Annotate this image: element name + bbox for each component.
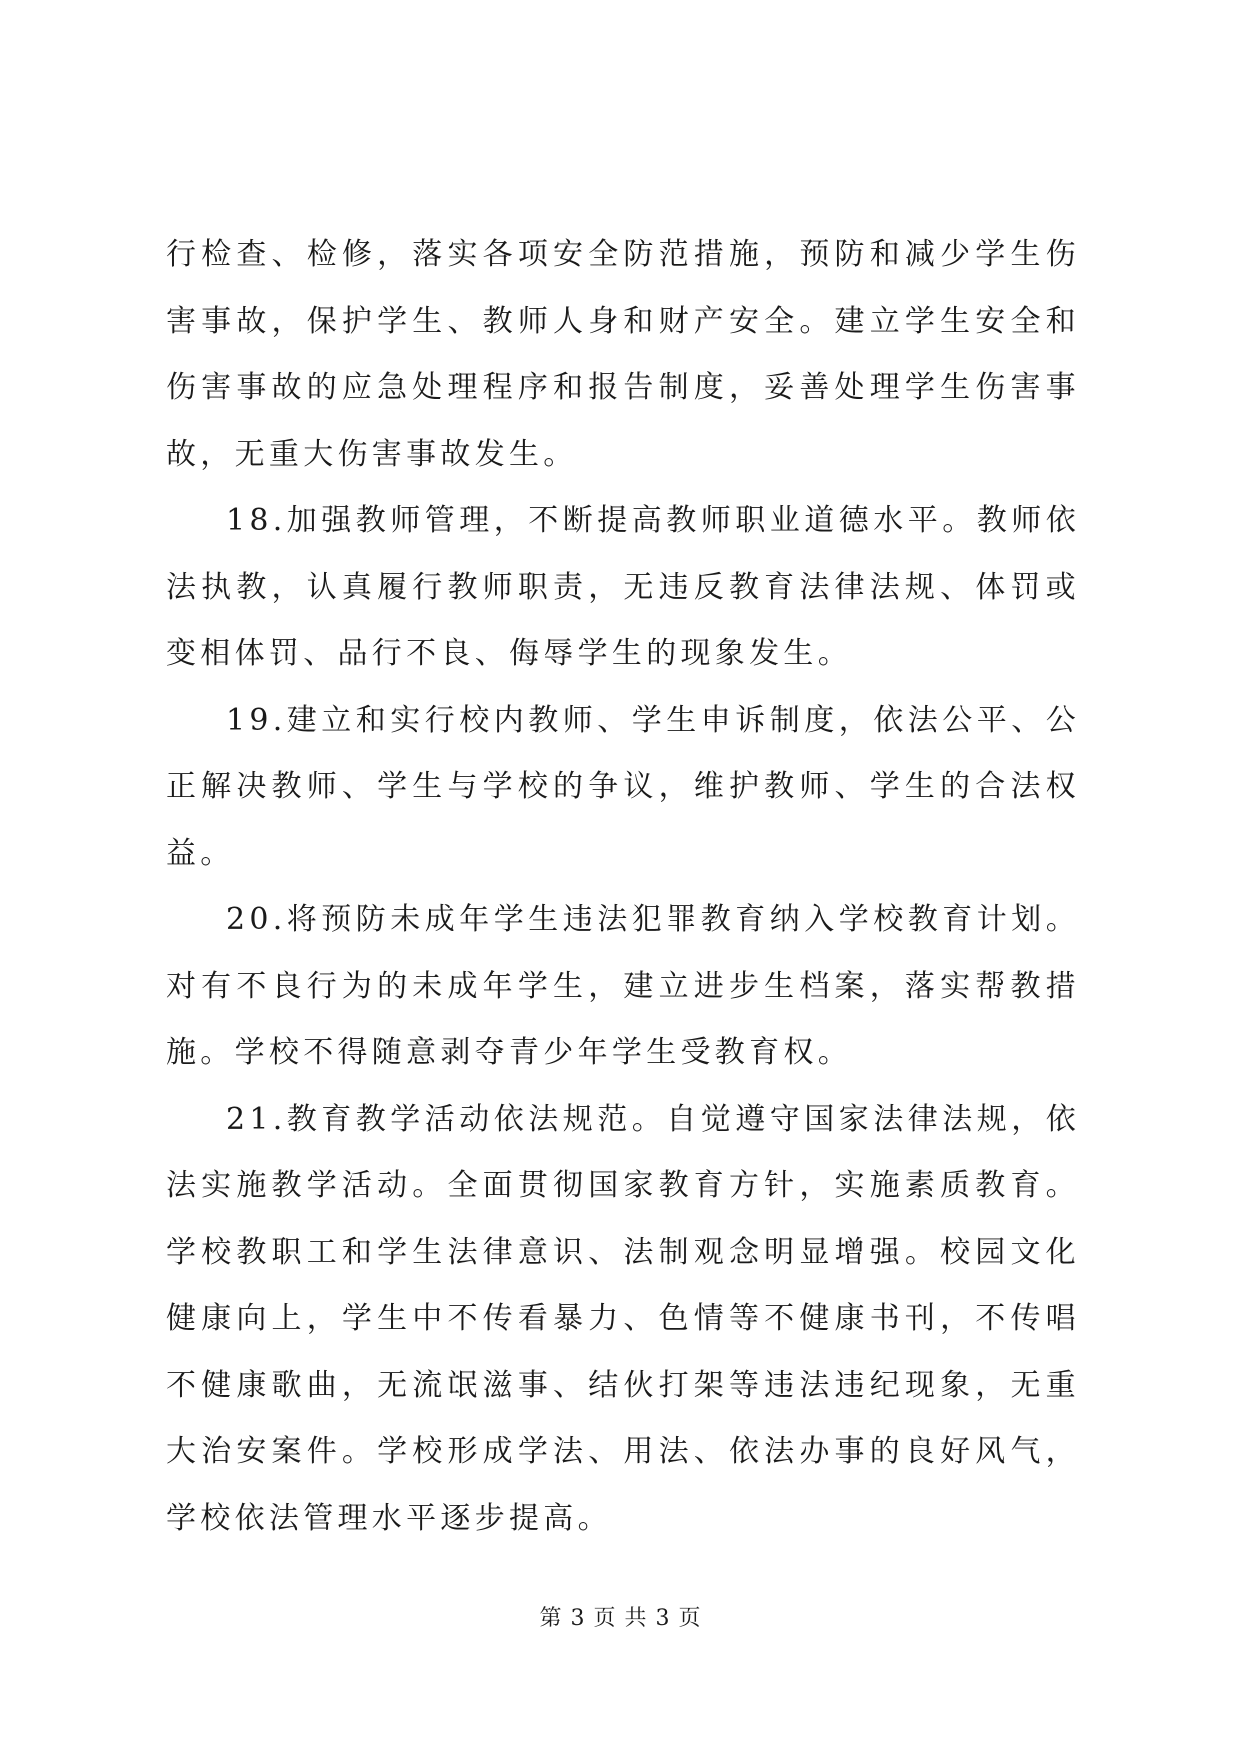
paragraph-continuation: 行检查、检修，落实各项安全防范措施，预防和减少学生伤害事故，保护学生、教师人身和财产安全。建立学生安全和伤害事故的应急处理程序和报告制度，妥善处理学生伤害事故，无重大伤害事故发生。 [166, 237, 1080, 472]
paragraph-item-21: 21.教育教学活动依法规范。自觉遵守国家法律法规，依法实施教学活动。全面贯彻国家教育方针，实施素质教育。学校教职工和学生法律意识、法制观念明显增强。校园文化健康向上，学生中不传看暴力、色情等不健康书刊，不传唱不健康歌曲，无流氓滋事、结伙打架等违法违纪现象，无重大治安案件。学校形成学法、用法、依法办事的良好风气，学校依法管理水平逐步提高。 [166, 1101, 1080, 1536]
paragraph-item-20: 20.将预防未成年学生违法犯罪教育纳入学校教育计划。对有不良行为的未成年学生，建立进步生档案，落实帮教措施。学校不得随意剥夺青少年学生受教育权。 [166, 902, 1080, 1070]
paragraph-item-18: 18.加强教师管理，不断提高教师职业道德水平。教师依法执教，认真履行教师职责，无违反教育法律法规、体罚或变相体罚、品行不良、侮辱学生的现象发生。 [166, 503, 1080, 671]
document-body [166, 222, 1080, 1552]
paragraph-item-19: 19.建立和实行校内教师、学生申诉制度，依法公平、公正解决教师、学生与学校的争议，维护教师、学生的合法权益。 [166, 702, 1080, 871]
page-number-footer: 第 3 页 共 3 页 [539, 1606, 702, 1631]
